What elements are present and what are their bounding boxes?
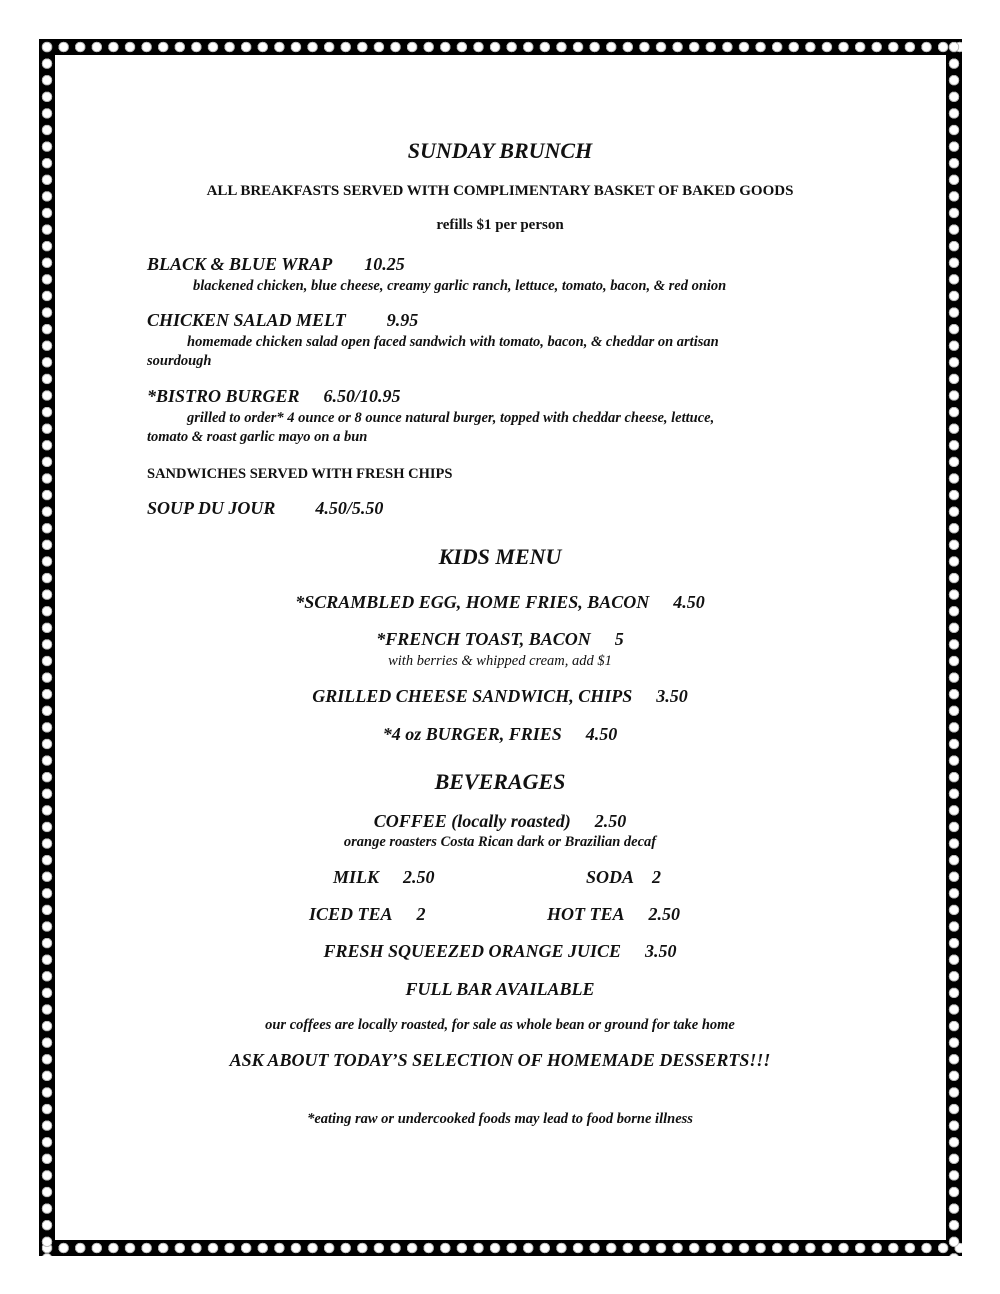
kids-item <box>0 686 1000 707</box>
item-name: *FRENCH TOAST, BACON <box>376 629 591 649</box>
item-name: COFFEE (locally roasted) <box>373 811 571 831</box>
brunch-item <box>147 386 401 407</box>
item-name: ICED TEA <box>309 904 393 924</box>
item-price: 4.50/5.50 <box>315 498 384 518</box>
item-description-line2: tomato & roast garlic mayo on a bun <box>147 429 368 445</box>
iced-tea-item <box>309 904 426 925</box>
soda-item <box>586 867 661 888</box>
item-price: 5 <box>614 629 624 649</box>
item-price: 2.50 <box>594 811 627 831</box>
item-description: blackened chicken, blue cheese, creamy garlic ranch, lettuce, tomato, bacon, & red onion <box>193 278 727 294</box>
item-description-line1: grilled to order* 4 ounce or 8 ounce natural burger, topped with cheddar cheese, lettuce, <box>187 410 715 426</box>
beverages-title: BEVERAGES <box>434 769 566 794</box>
hot-tea-item <box>547 904 680 925</box>
item-price: 2 <box>652 867 662 887</box>
sandwich-note: SANDWICHES SERVED WITH FRESH CHIPS <box>147 466 453 482</box>
milk-item <box>333 867 435 888</box>
border-dots-top <box>39 39 962 55</box>
item-name: *SCRAMBLED EGG, HOME FRIES, BACON <box>295 592 650 612</box>
coffee-item <box>0 811 1000 832</box>
item-price: 4.50 <box>673 592 705 612</box>
item-price: 2.50 <box>648 904 681 924</box>
item-price: 10.25 <box>364 254 405 274</box>
item-price: 4.50 <box>585 724 618 744</box>
item-description-line2: sourdough <box>147 353 212 369</box>
item-price: 9.95 <box>386 310 419 330</box>
item-price: 3.50 <box>656 686 688 706</box>
coffee-note: orange roasters Costa Rican dark or Brazilian decaf <box>343 834 657 850</box>
item-price: 2 <box>416 904 426 924</box>
kids-item <box>0 592 1000 613</box>
brunch-title: SUNDAY BRUNCH <box>407 138 593 163</box>
orange-juice-item <box>0 941 1000 962</box>
refills-note: refills $1 per person <box>436 217 564 233</box>
kids-item-note: with berries & whipped cream, add $1 <box>388 653 612 669</box>
item-name: SOUP DU JOUR <box>147 498 276 518</box>
item-description-line1: homemade chicken salad open faced sandwich with tomato, bacon, & cheddar on artisan <box>187 334 719 350</box>
item-price: 2.50 <box>403 867 435 887</box>
item-name: GRILLED CHEESE SANDWICH, CHIPS <box>312 686 633 706</box>
desserts-note: ASK ABOUT TODAY’S SELECTION OF HOMEMADE DESSERTS!!! <box>229 1050 771 1070</box>
full-bar-note: FULL BAR AVAILABLE <box>405 979 595 999</box>
item-name: SODA <box>586 867 635 887</box>
brunch-item <box>147 310 418 331</box>
item-name: MILK <box>333 867 380 887</box>
border-dots-bottom <box>39 1240 962 1256</box>
food-warning: *eating raw or undercooked foods may lead to food borne illness <box>307 1111 693 1127</box>
soup-item <box>147 498 383 519</box>
brunch-subtitle: ALL BREAKFASTS SERVED WITH COMPLIMENTARY BASKET OF BAKED GOODS <box>206 183 794 199</box>
item-name: FRESH SQUEEZED ORANGE JUICE <box>323 941 622 961</box>
item-name: HOT TEA <box>547 904 625 924</box>
kids-title: KIDS MENU <box>438 544 562 569</box>
coffee-sale-note: our coffees are locally roasted, for sale as whole bean or ground for take home <box>265 1017 735 1033</box>
item-price: 3.50 <box>645 941 677 961</box>
item-name: *4 oz BURGER, FRIES <box>382 724 562 744</box>
item-name: CHICKEN SALAD MELT <box>147 310 346 330</box>
kids-item <box>0 629 1000 650</box>
brunch-item <box>147 254 405 275</box>
item-price: 6.50/10.95 <box>323 386 401 406</box>
item-name: *BISTRO BURGER <box>147 386 300 406</box>
item-name: BLACK & BLUE WRAP <box>147 254 333 274</box>
kids-item <box>0 724 1000 745</box>
